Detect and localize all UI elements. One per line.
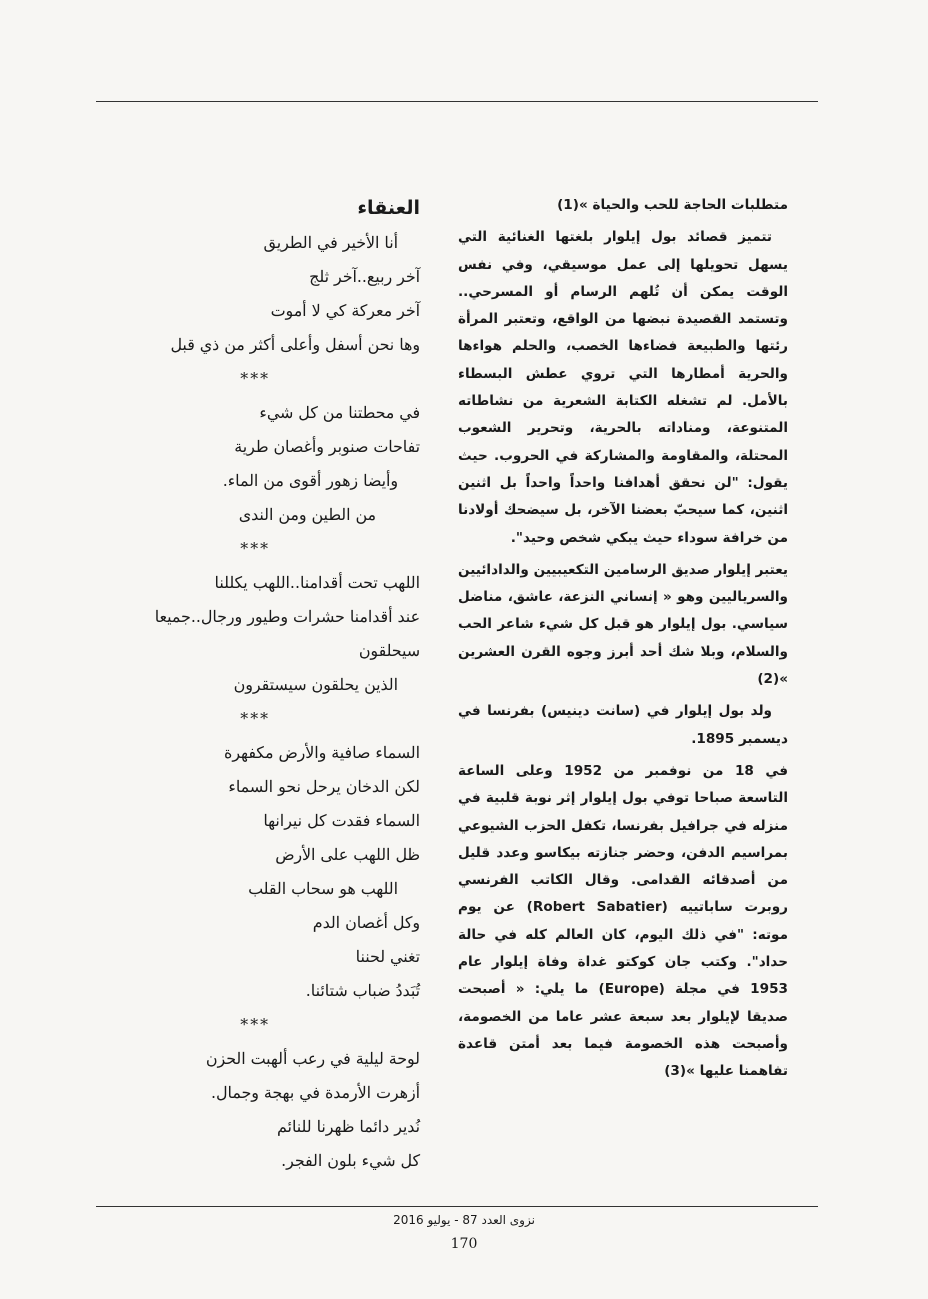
poem-line: من الطين ومن الندى xyxy=(238,505,376,524)
stanza-separator: *** xyxy=(240,369,270,388)
prose-paragraph: متطلبات الحاجة للحب والحياة »(1) xyxy=(557,197,788,213)
poem-line: اللهب تحت أقدامنا..اللهب يكللنا xyxy=(214,573,420,592)
poem-line: وها نحن أسفل وأعلى أكثر من ذي قبل xyxy=(170,335,420,354)
poem-line: كل شيء بلون الفجر. xyxy=(281,1151,420,1170)
footer-issue: نزوى العدد 87 - يوليو 2016 xyxy=(393,1213,535,1227)
poem-line: أنا الأخير في الطريق xyxy=(263,233,398,252)
poem-line: نُدير دائما ظهرنا للنائم xyxy=(277,1117,420,1136)
poem-lines xyxy=(130,226,420,1178)
stanza-separator: *** xyxy=(240,1015,270,1034)
prose-paragraph: يعتبر إيلوار صديق الرسامين التكعيبيين والدادائيين والسرياليين وهو « إنساني النزعة، عاشق، مناضل سياسي. بول إيلوار هو قبل كل شيء شاعر الحب والسلام، وبلا شك أحد أبرز وجوه القرن العشرين »(2) xyxy=(458,561,788,688)
poem-line: آخر معركة كي لا أموت xyxy=(270,301,420,320)
bottom-rule xyxy=(96,1206,818,1207)
top-rule xyxy=(96,101,818,102)
poem-line: لكن الدخان يرحل نحو السماء xyxy=(228,777,420,796)
poem-line: السماء فقدت كل نيرانها xyxy=(263,811,420,830)
poem-line: الذين يحلقون سيستقرون xyxy=(233,675,398,694)
stanza-separator: *** xyxy=(240,539,270,558)
poem-line: ظل اللهب على الأرض xyxy=(275,845,420,864)
poem-line: تغني لحننا xyxy=(355,947,420,966)
poem-line: لوحة ليلية في رعب ألهبت الحزن xyxy=(205,1049,420,1068)
poem-line: تُبَددُ ضباب شتائنا. xyxy=(305,981,420,1000)
poem-title: العنقاء xyxy=(357,197,420,219)
prose-paragraph: في 18 من نوفمبر من 1952 وعلى الساعة التاسعة صباحا توفي بول إيلوار إثر نوبة قلبية في منزله في جرافيل بفرنسا، تكفل الحزب الشيوعي بمراسيم الدفن، وحضر جنازته بيكاسو وعدد قليل من أصدقائه القدامى. وقال الكاتب الفرنسي روبرت ساباتييه (Robert Sabatier) عن يوم موته: "في ذلك اليوم، كان العالم كله في حالة حداد". وكتب جان كوكتو غداة وفاة إيلوار عام 1953 في مجلة (Europe) ما يلي: « أصبحت صديقا لإيلوار بعد سبعة عشر عاما من الخصومة، وأصبحت هذه الخصومة فيما بعد أمتن قاعدة تفاهمنا عليها »(3) xyxy=(458,762,788,1080)
prose-paragraph: تتميز قصائد بول إيلوار بلغتها الغنائية التي يسهل تحويلها إلى عمل موسيقي، وفي نفس الوقت يمكن أن تُلهم الرسام أو المسرحي.. وتستمد القصيدة نبضها من الواقع، وتعتبر المرأة رئتها والطبيعة فضاءها الخصب، والحلم هواءها والحرية أمطارها التي تروي عطش البسطاء بالأمل. لم تشغله الكتابة الشعرية من نشاطاته المتنوعة، ومناداته بالحرية، وتحرير الشعوب المحتلة، والمقاومة والمشاركة في الحروب. حيث يقول: "لن نحقق أهدافنا واحداً واحداً بل اثنين اثنين، كما سيحبّ بعضنا الآخر، بل سيضحك أولادنا من خرافة سوداء حيث يبكي شخص وحيد". xyxy=(458,229,788,546)
prose-paragraph: ولد بول إيلوار في (سانت دينيس) بفرنسا في ديسمبر 1895. xyxy=(458,703,788,747)
stanza-separator: *** xyxy=(240,709,270,728)
poem-line: تفاحات صنوبر وأغصان طرية xyxy=(234,437,420,456)
poem-line: أزهرت الأرمدة في بهجة وجمال. xyxy=(211,1083,420,1102)
poem-line: في محطتنا من كل شيء xyxy=(259,403,420,422)
poem-line: اللهب هو سحاب القلب xyxy=(248,879,398,898)
poem-line: السماء صافية والأرض مكفهرة xyxy=(224,743,420,762)
poem-line: سيحلقون xyxy=(358,641,420,660)
poem-line: وأيضا زهور أقوى من الماء. xyxy=(222,471,398,490)
poem-line: عند أقدامنا حشرات وطيور ورجال..جميعا xyxy=(154,607,420,626)
page-number: 170 xyxy=(450,1236,478,1252)
prose-column xyxy=(458,192,788,1091)
poem-line: آخر ربيع..آخر ثلج xyxy=(309,267,420,286)
poem-line: وكل أغصان الدم xyxy=(312,913,420,932)
poem-column xyxy=(130,194,420,1178)
